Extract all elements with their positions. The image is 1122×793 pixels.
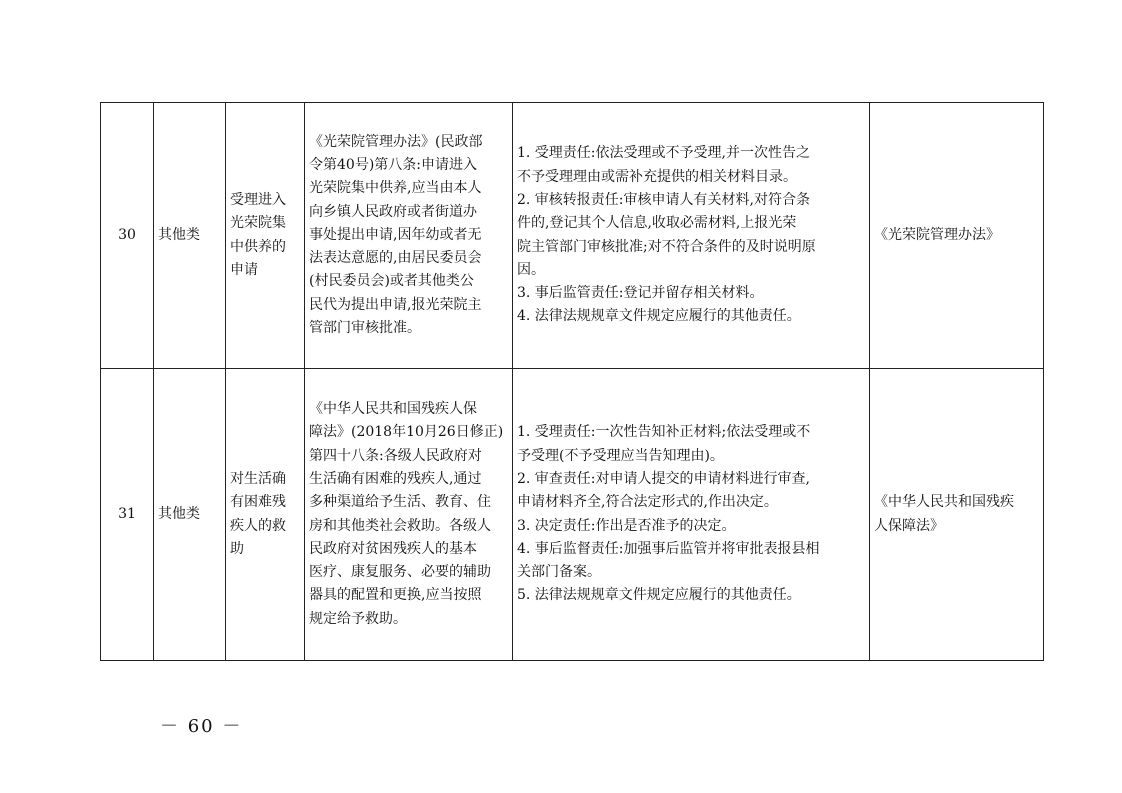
row-number: 30 [101, 103, 154, 369]
responsibility-table [100, 102, 1044, 661]
responsibility-line: 3. 决定责任:作出是否准予的决定。 [517, 517, 736, 534]
item-name-line: 中供养的 [230, 238, 286, 255]
item-name-line: 受理进入 [230, 191, 286, 208]
item-name-line: 光荣院集 [230, 215, 286, 232]
responsibility-line: 关部门备案。 [517, 564, 601, 581]
legal-basis-line: 民代为提出申请,报光荣院主 [309, 296, 482, 313]
responsibility-line: 2. 审查责任:对申请人提交的申请材料进行审查, [517, 470, 810, 487]
legal-basis-line: 令第40号)第八条:申请进入 [309, 156, 477, 173]
reference-line: 人保障法》 [874, 517, 944, 534]
table-row [101, 369, 1044, 661]
legal-basis-line: 《光荣院管理办法》(民政部 [309, 133, 483, 150]
responsibility-line: 5. 法律法规规章文件规定应履行的其他责任。 [517, 587, 801, 604]
legal-basis-line: 医疗、康复服务、必要的辅助 [309, 564, 491, 581]
responsibility-cell [513, 103, 870, 369]
item-name-line: 对生活确 [230, 470, 286, 487]
item-name-cell [226, 369, 305, 661]
legal-basis-line: 《中华人民共和国残疾人保 [309, 401, 477, 418]
responsibility-line: 院主管部门审核批准;对不符合条件的及时说明原 [517, 238, 816, 255]
responsibility-line: 申请材料齐全,符合法定形式的,作出决定。 [517, 494, 778, 511]
legal-basis-line: 障法》(2018年10月26日修正) [309, 424, 504, 441]
responsibility-line: 1. 受理责任:一次性告知补正材料;依法受理或不 [517, 424, 811, 441]
legal-basis-line: 管部门审核批准。 [309, 320, 421, 337]
responsibility-line: 因。 [517, 261, 545, 278]
responsibility-line: 不予受理理由或需补充提供的相关材料目录。 [517, 168, 797, 185]
legal-basis-line: 规定给予救助。 [309, 610, 407, 627]
responsibility-line: 4. 事后监督责任:加强事后监管并将审批表报县相 [517, 540, 820, 557]
legal-basis-cell [305, 369, 513, 661]
table-row [101, 103, 1044, 369]
responsibility-line: 2. 审核转报责任:审核申请人有关材料,对符合条 [517, 191, 810, 208]
category-cell: 其他类 [154, 369, 226, 661]
category-cell: 其他类 [154, 103, 226, 369]
legal-basis-line: (村民委员会)或者其他类公 [309, 273, 474, 290]
legal-basis-line: 法表达意愿的,由居民委员会 [309, 250, 482, 267]
responsibility-line: 1. 受理责任:依法受理或不予受理,并一次性告之 [517, 145, 810, 162]
reference-cell [870, 103, 1044, 369]
legal-basis-line: 房和其他类社会救助。各级人 [309, 517, 491, 534]
item-name-line: 有困难残 [230, 494, 286, 511]
legal-basis-line: 光荣院集中供养,应当由本人 [309, 180, 482, 197]
legal-basis-line: 事处提出申请,因年幼或者无 [309, 226, 482, 243]
legal-basis-cell [305, 103, 513, 369]
reference-line: 《光荣院管理办法》 [874, 226, 1000, 243]
legal-basis-line: 民政府对贫困残疾人的基本 [309, 540, 477, 557]
row-number: 31 [101, 369, 154, 661]
reference-cell [870, 369, 1044, 661]
legal-basis-line: 器具的配置和更换,应当按照 [309, 587, 482, 604]
item-name-line: 申请 [230, 261, 258, 278]
responsibility-line: 4. 法律法规规章文件规定应履行的其他责任。 [517, 308, 801, 325]
item-name-cell [226, 103, 305, 369]
item-name-line: 疾人的救 [230, 517, 286, 534]
legal-basis-line: 多种渠道给予生活、教育、住 [309, 494, 491, 511]
legal-basis-line: 向乡镇人民政府或者街道办 [309, 203, 477, 220]
responsibility-line: 予受理(不予受理应当告知理由)。 [517, 447, 724, 464]
responsibility-cell [513, 369, 870, 661]
legal-basis-line: 第四十八条:各级人民政府对 [309, 447, 482, 464]
page-number: － 60 － [160, 716, 243, 737]
reference-line: 《中华人民共和国残疾 [874, 494, 1014, 511]
responsibility-line: 件的,登记其个人信息,收取必需材料,上报光荣 [517, 215, 797, 232]
responsibility-line: 3. 事后监管责任:登记并留存相关材料。 [517, 285, 764, 302]
legal-basis-line: 生活确有困难的残疾人,通过 [309, 470, 482, 487]
item-name-line: 助 [230, 540, 244, 557]
